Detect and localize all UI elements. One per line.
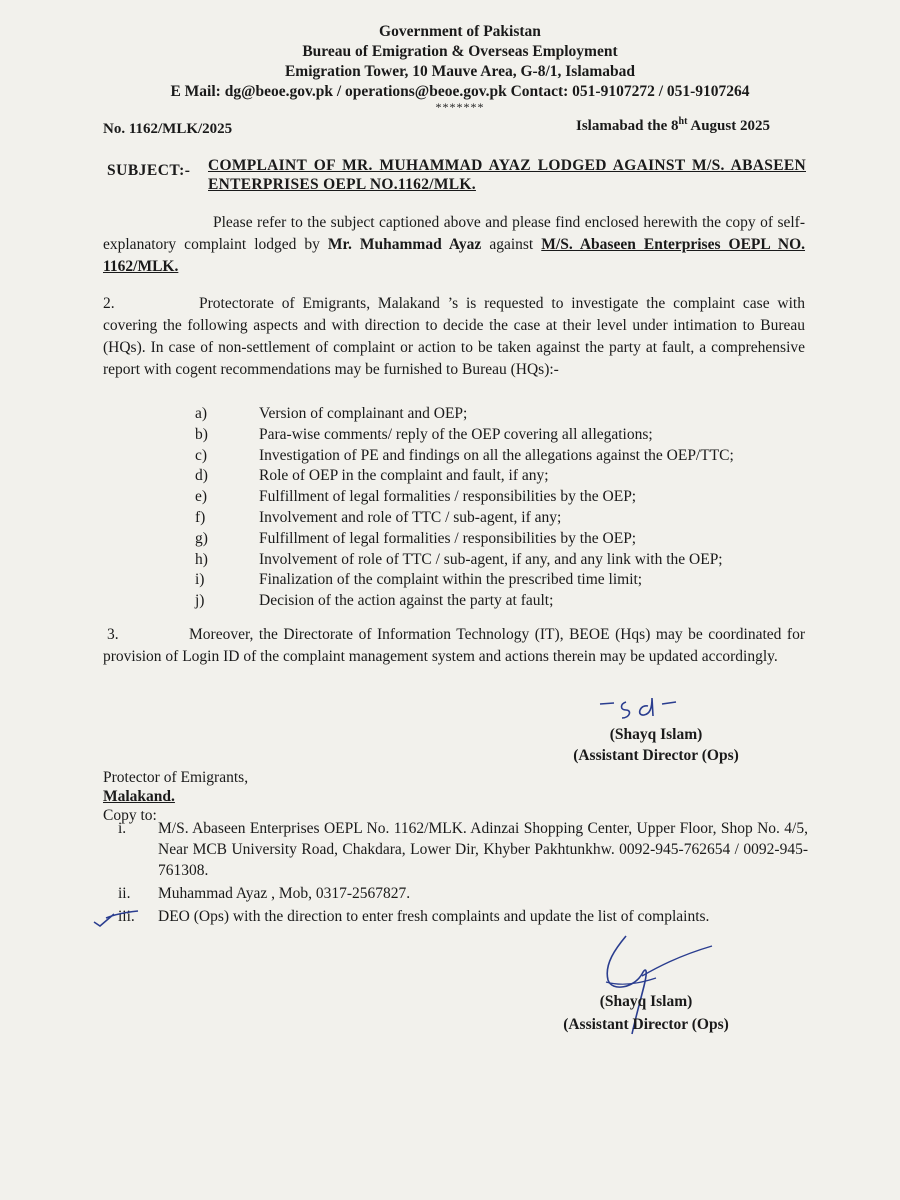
aspects-list	[195, 404, 734, 612]
para3-text: Moreover, the Directorate of Information Technology (IT), BEOE (Hqs) may be coordinated for provision of Login ID of the complaint management system and actions therein may be updated accordingly.	[103, 626, 805, 665]
aspect-key: g)	[195, 529, 208, 547]
subject-label: SUBJECT:-	[107, 162, 191, 179]
signatory-name-1: (Shayq Islam)	[609, 726, 703, 743]
copy-to-list	[118, 818, 808, 929]
copy-key: iii.	[118, 908, 135, 925]
signatory-title-2: (Assistant Director (Ops)	[563, 1016, 729, 1033]
aspect-text: Role of OEP in the complaint and fault, if any;	[259, 467, 549, 485]
para2-number: 2.	[103, 295, 115, 312]
paragraph-2	[103, 293, 805, 381]
date-suffix: August 2025	[687, 118, 770, 134]
letterhead-contact: E Mail: dg@beoe.gov.pk / operations@beoe.gov.pk Contact: 051-9107272 / 051-9107264	[170, 83, 750, 100]
aspect-text: Investigation of PE and findings on all the allegations against the OEP/TTC;	[259, 446, 734, 464]
letterhead-government: Government of Pakistan	[379, 23, 541, 40]
copy-text: M/S. Abaseen Enterprises OEPL No. 1162/MLK. Adinzai Shopping Center, Upper Floor, Shop No. 4/5, Near MCB University Road, Chakdara, Lower Dir, Khyber Pakhtunkhw. 0092-945-762654 / 0092-945-761308.	[158, 820, 808, 879]
aspect-key: c)	[195, 446, 208, 464]
copy-text: Muhammad Ayaz , Mob, 0317-2567827.	[158, 885, 411, 902]
date-prefix: Islamabad the 8	[576, 118, 679, 134]
para1-party: M/S. Abaseen Enterprises OEPL NO. 1162/MLK.	[103, 236, 806, 275]
aspect-item	[195, 591, 734, 612]
addressee-line2: Malakand.	[103, 788, 175, 805]
para3-number: 3.	[107, 626, 119, 643]
signatory-title-1: (Assistant Director (Ops)	[573, 747, 739, 764]
aspect-text: Fulfillment of legal formalities / responsibilities by the OEP;	[259, 529, 637, 547]
copy-item	[118, 883, 808, 904]
aspect-item	[195, 466, 734, 487]
aspect-key: f)	[195, 508, 206, 526]
aspect-item	[195, 508, 734, 529]
aspect-key: d)	[195, 467, 208, 485]
aspect-item	[195, 425, 734, 446]
sd-handwritten-mark	[596, 690, 686, 724]
aspect-text: Involvement and role of TTC / sub-agent, if any;	[259, 508, 562, 526]
aspect-text: Finalization of the complaint within the prescribed time limit;	[259, 571, 643, 589]
para1-start: Please refer to the subject captioned above and please find enclosed herewith the copy of self-explanatory complaint lodged by	[103, 214, 805, 253]
letterhead-stars: *******	[435, 100, 485, 114]
para1-complainant: Mr. Muhammad Ayaz	[327, 236, 482, 253]
aspect-key: e)	[195, 488, 208, 506]
addressee	[103, 768, 248, 825]
copy-key: ii.	[118, 885, 131, 902]
signature-block-1	[566, 690, 746, 766]
aspect-key: h)	[195, 550, 208, 568]
aspect-key: j)	[195, 592, 205, 610]
paragraph-3	[103, 624, 805, 668]
copy-item	[118, 818, 808, 881]
aspect-text: Decision of the action against the party at fault;	[259, 592, 554, 610]
tick-mark-icon	[92, 908, 140, 930]
para1-middle: against	[481, 236, 542, 253]
aspect-key: a)	[195, 405, 208, 422]
aspect-key: b)	[195, 425, 208, 443]
signatory-name-2: (Shayq Islam)	[599, 993, 693, 1010]
aspect-item	[195, 404, 734, 425]
letterhead-bureau: Bureau of Emigration & Overseas Employment	[302, 43, 618, 60]
aspect-text: Fulfillment of legal formalities / responsibilities by the OEP;	[259, 488, 637, 506]
aspect-item	[195, 529, 734, 550]
copy-item	[118, 906, 808, 927]
addressee-line1: Protector of Emigrants,	[103, 769, 249, 786]
aspect-text: Version of complainant and OEP;	[259, 405, 468, 422]
aspect-key: i)	[195, 571, 205, 589]
aspect-item	[195, 550, 734, 571]
aspect-item	[195, 487, 734, 508]
aspect-item	[195, 570, 734, 591]
copy-key: i.	[118, 820, 127, 837]
date-superscript: ht	[678, 116, 688, 127]
signature-block-2	[546, 990, 746, 1036]
aspect-text: Involvement of role of TTC / sub-agent, if any, and any link with the OEP;	[259, 550, 723, 568]
copy-to-label: Copy to:	[103, 807, 157, 824]
reference-number: No. 1162/MLK/2025	[103, 121, 233, 137]
para2-text: Protectorate of Emigrants, Malakand ’s is requested to investigate the complaint case with covering the following aspects and with direction to decide the case at their level under intimation to Bureau (HQs). In case of non-settlement of complaint or action to be taken against the party at fault, a comprehensive report with cogent recommendations may be furnished to Bureau (HQs):-	[103, 295, 805, 378]
paragraph-1	[103, 212, 805, 278]
aspect-text: Para-wise comments/ reply of the OEP covering all allegations;	[259, 425, 653, 443]
aspect-item	[195, 446, 734, 467]
letterhead	[100, 22, 820, 112]
subject-text: COMPLAINT OF MR. MUHAMMAD AYAZ LODGED AGAINST M/S. ABASEEN ENTERPRISES OEPL NO.1162/MLK.	[208, 157, 806, 193]
letter-date	[576, 116, 770, 135]
copy-text: DEO (Ops) with the direction to enter fresh complaints and update the list of complaints.	[158, 908, 710, 925]
letterhead-address: Emigration Tower, 10 Mauve Area, G-8/1, Islamabad	[284, 63, 636, 80]
